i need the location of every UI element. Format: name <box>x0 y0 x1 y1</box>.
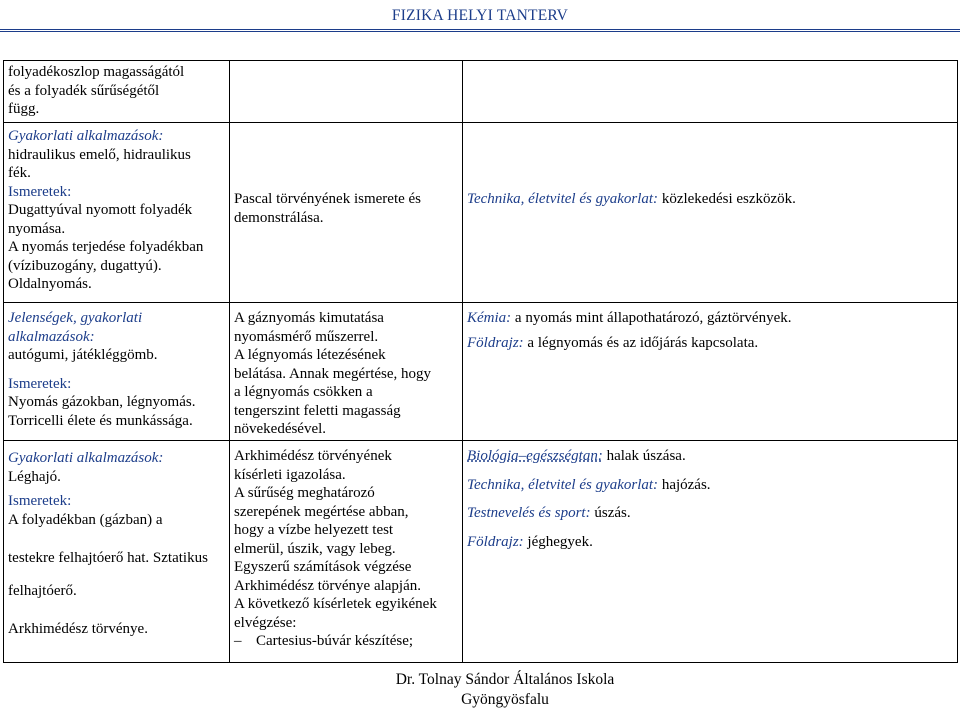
page-header-title: FIZIKA HELYI TANTERV <box>391 7 569 24</box>
row3-connection-subject: Földrajz: <box>467 533 524 550</box>
row2-topic-cell <box>4 303 230 441</box>
page-footer <box>360 670 650 710</box>
row3-activity-line: Arkhimédész törvényének <box>234 448 392 464</box>
row3-knowledge-text: A folyadékban (gázban) a <box>8 511 163 528</box>
row3-connection-subject: Testnevelés és sport: <box>467 505 591 521</box>
row2-connection-item <box>467 334 953 353</box>
row3-connection-text: halak úszása. <box>602 448 686 464</box>
row2-connection-text: a nyomás mint állapothatározó, gáztörvények. <box>511 310 792 326</box>
header-rule-secondary <box>0 31 960 32</box>
footer-location: Gyöngyösfalu <box>461 691 549 708</box>
row1-knowledge-label: Ismeretek: <box>8 183 72 200</box>
row2-phenomena-label: alkalmazások: <box>8 328 95 345</box>
row1-practical-text: hidraulikus emelő, hidraulikus <box>8 146 191 163</box>
row2-knowledge-text: Torricelli élete és munkássága. <box>8 412 193 429</box>
row1-connection-item <box>467 190 953 209</box>
row3-practical-text: Léghajó. <box>8 468 61 485</box>
row3-connection-item <box>467 533 953 552</box>
footer-school-name: Dr. Tolnay Sándor Általános Iskola <box>395 671 615 688</box>
row3-experiment-list-item <box>234 632 458 651</box>
row3-connections-cell <box>463 441 958 663</box>
row1-knowledge-text: Dugattyúval nyomott folyadék <box>8 202 193 218</box>
row2-knowledge-text: Nyomás gázokban, légnyomás. <box>8 394 196 410</box>
row1-activity-cell <box>230 123 463 303</box>
row0-connections-cell <box>463 61 958 123</box>
row2-connections-cell <box>463 303 958 441</box>
row3-connection-item <box>467 447 953 466</box>
row2-connection-subject: Földrajz: <box>467 334 524 351</box>
row2-connection-item <box>467 309 953 328</box>
row2-activity-line: belátása. Annak megértése, hogy <box>234 365 432 382</box>
row3-activity-line: kísérleti igazolása. <box>234 466 346 483</box>
row3-activity-line: hogy a vízbe helyezett test <box>234 522 394 538</box>
row3-activity-line: A következő kísérletek egyikének <box>234 596 437 612</box>
row0-activity-cell <box>230 61 463 123</box>
row2-activity-line: nyomásmérő műszerrel. <box>234 328 379 345</box>
row0-topic-cell <box>4 61 230 123</box>
row3-activity-line: Egyszerű számítások végzése <box>234 559 412 575</box>
row1-connections-cell <box>463 123 958 303</box>
table-row <box>4 123 958 303</box>
row3-topic-cell <box>4 441 230 663</box>
row3-activity-line: elvégzése: <box>234 614 297 631</box>
row3-connection-text: úszás. <box>590 505 631 521</box>
row1-knowledge-text: (vízibuzogány, dugattyú). <box>8 257 162 274</box>
row2-activity-line: a légnyomás csökken a <box>234 384 373 400</box>
row2-activity-line: tengerszint feletti magasság <box>234 402 401 419</box>
row2-knowledge-label: Ismeretek: <box>8 375 72 392</box>
row1-practical-label: Gyakorlati alkalmazások: <box>8 128 164 144</box>
row2-connection-text: a légnyomás és az időjárás kapcsolata. <box>523 334 759 351</box>
row2-activity-cell <box>230 303 463 441</box>
row3-knowledge-label: Ismeretek: <box>8 493 72 509</box>
row3-knowledge-text: felhajtóerő. <box>8 582 77 599</box>
row1-knowledge-text: Oldalnyomás. <box>8 276 92 292</box>
row0-col1-line: és a folyadék sűrűségétől <box>8 82 160 99</box>
row3-connection-text: jéghegyek. <box>523 533 593 550</box>
row3-connection-item <box>467 504 953 523</box>
header-rule <box>0 29 960 30</box>
row1-connection-text: közlekedési eszközök. <box>658 191 796 207</box>
row1-topic-cell <box>4 123 230 303</box>
row0-col1-line: folyadékoszlop magasságától <box>8 64 185 80</box>
list-dash-icon: – <box>234 633 242 649</box>
row3-activity-cell <box>230 441 463 663</box>
row2-phenomena-text: autógumi, játékléggömb. <box>8 347 158 363</box>
row1-knowledge-text: A nyomás terjedése folyadékban <box>8 239 204 255</box>
row1-knowledge-text: nyomása. <box>8 220 66 237</box>
row2-activity-line: A légnyomás létezésének <box>234 347 386 363</box>
row2-phenomena-label: Jelenségek, gyakorlati <box>8 310 143 326</box>
table-row <box>4 441 958 663</box>
row3-connection-subject: Technika, életvitel és gyakorlat: <box>467 476 659 493</box>
table-row <box>4 303 958 441</box>
row1-activity-line: Pascal törvényének ismerete és <box>234 191 422 207</box>
row3-connection-item <box>467 476 953 495</box>
row3-activity-line: szerepének megértése abban, <box>234 503 409 520</box>
row3-knowledge-text: Arkhimédész törvénye. <box>8 621 148 637</box>
row3-activity-line: Arkhimédész törvénye alapján. <box>234 577 422 594</box>
row3-activity-line: elmerül, úszik, vagy lebeg. <box>234 540 396 557</box>
curriculum-table <box>3 60 958 663</box>
row1-practical-text: fék. <box>8 165 31 181</box>
row1-connection-subject: Technika, életvitel és gyakorlat: <box>467 191 659 207</box>
row3-connection-subject: Biológia–egészségtan: <box>467 448 603 464</box>
row2-activity-line: növekedésével. <box>234 421 327 437</box>
table-row <box>4 61 958 123</box>
row3-experiment-text: Cartesius-búvár készítése; <box>256 633 414 649</box>
row3-knowledge-text: testekre felhajtóerő hat. Sztatikus <box>8 550 208 566</box>
row3-practical-label: Gyakorlati alkalmazások: <box>8 450 164 466</box>
row3-connection-text: hajózás. <box>658 476 711 493</box>
row3-activity-line: A sűrűség meghatározó <box>234 485 375 501</box>
row0-col1-line: függ. <box>8 101 40 117</box>
row2-connection-subject: Kémia: <box>467 310 512 326</box>
row2-activity-line: A gáznyomás kimutatása <box>234 310 384 326</box>
row1-activity-line: demonstrálása. <box>234 209 324 226</box>
